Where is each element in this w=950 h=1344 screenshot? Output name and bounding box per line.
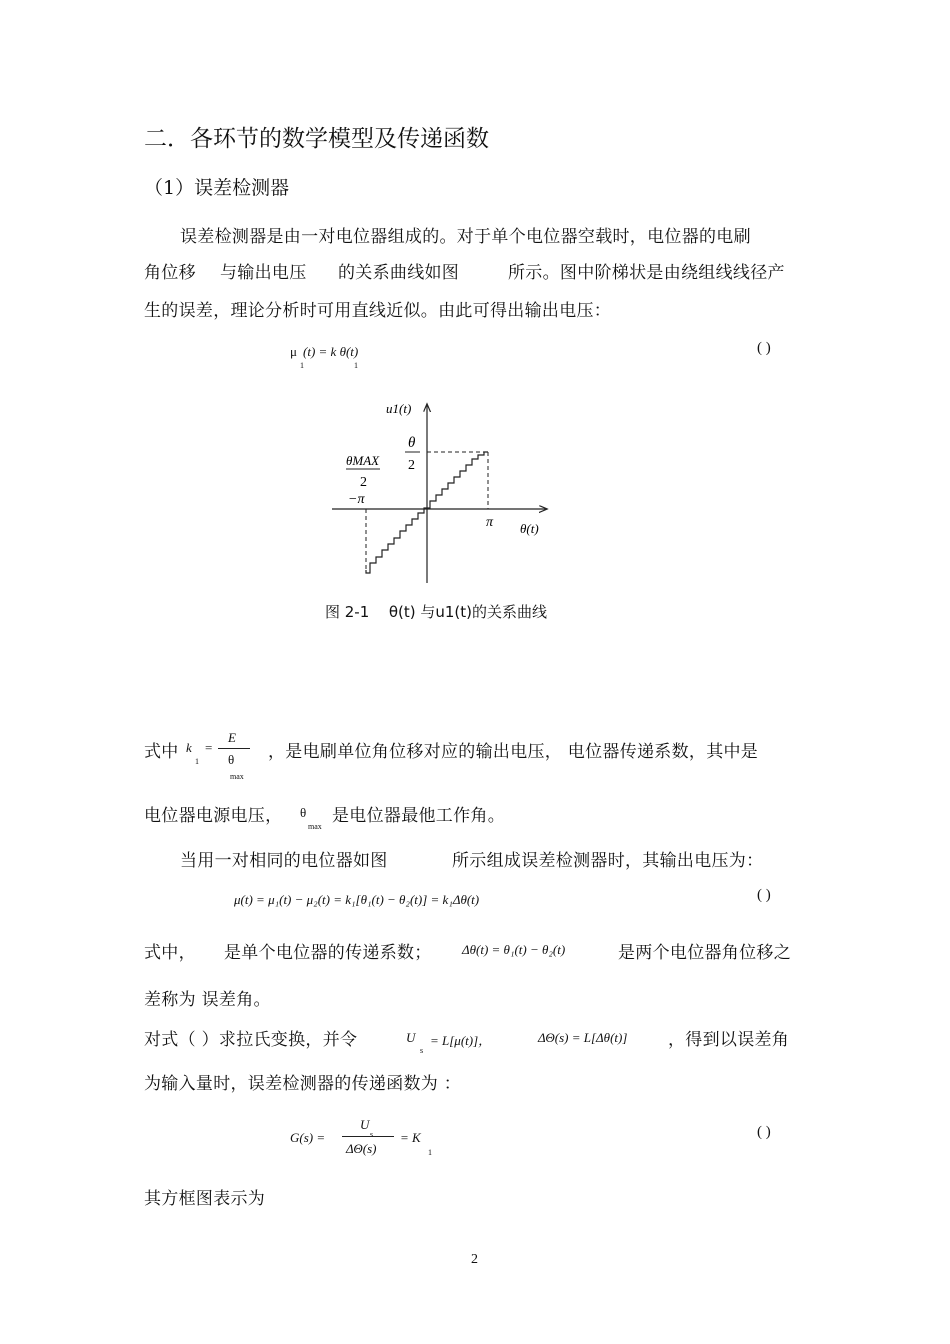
para4-line2: 差称为 误差角。 [144, 990, 271, 1010]
para1-line2-a: 角位移 [144, 263, 196, 283]
eq3-lhs: G(s) = [290, 1130, 326, 1145]
caption-prefix: 图 2-1 [325, 603, 370, 621]
eq2-number: ( ) [757, 887, 771, 903]
eq3-den: ΔΘ(s) [346, 1141, 377, 1156]
para1-line2-c: 的关系曲线如图 [338, 263, 460, 283]
eq1-sub1: 1 [300, 361, 304, 370]
eq-a: U [406, 1030, 416, 1045]
frac-num: E [228, 730, 236, 745]
para6: 其方框图表示为 [144, 1189, 266, 1209]
para4-line1-b: 是单个电位器的传递系数； [224, 943, 432, 963]
figure-2-1 [320, 395, 580, 595]
theta-max-sub: max [308, 822, 322, 831]
eq3-rhs-sub: 1 [428, 1148, 432, 1157]
para2-line2-a: 电位器电源电压， [144, 806, 283, 826]
top-label-num: θ [408, 435, 416, 451]
para4-line1-a: 式中， [144, 943, 196, 963]
para1-line2-b: 与输出电压 [220, 263, 307, 283]
k1: k [186, 740, 192, 755]
theta-max: θ [300, 805, 307, 820]
para4-inline-eq: Δθ(t) = θ₁(t) − θ₂(t) [462, 942, 566, 957]
para1-line1: 误差检测器是由一对电位器组成的。对于单个电位器空载时，电位器的电刷 [180, 227, 751, 247]
eq1-sub2: 1 [354, 361, 358, 370]
frac-den-sub: max [230, 772, 244, 781]
para2-line1-b: ，是电刷单位角位移对应的输出电压， 电位器传递系数，其中是 [268, 742, 759, 762]
subsection-title: （1）误差检测器 [144, 177, 290, 199]
para3-line1-b: 所示组成误差检测器时，其输出电压为： [452, 851, 764, 871]
para2-line1-a: 式中 [144, 742, 179, 762]
eq-a-sub: s [420, 1046, 424, 1055]
frac-den: θ [228, 752, 235, 767]
figure-caption [325, 601, 547, 622]
eq3-num: U [360, 1117, 370, 1132]
eq3-number: ( ) [757, 1124, 771, 1140]
eq-b: ΔΘ(s) = L[Δθ(t)] [538, 1030, 628, 1045]
para5-line1-a: 对式（ ）求拉氏变换，并令 [144, 1030, 358, 1050]
para5-line1-b: ，得到以误差角 [668, 1030, 790, 1050]
left-label-den: 2 [360, 475, 367, 490]
page-number: 2 [471, 1252, 478, 1267]
para1-line2-d: 所示。图中阶梯状是由绕组线线径产 [508, 263, 785, 283]
para5-line2: 为输入量时，误差检测器的传递函数为 ： [144, 1074, 462, 1094]
para2-line2-b: 是电位器最他工作角。 [332, 806, 505, 826]
eq-a-rest: = L[μ(t)]， [430, 1033, 492, 1048]
eq1-number: ( ) [757, 340, 771, 356]
eq1-mid: (t) = k θ(t) [303, 344, 359, 359]
para4-line1-c: 是两个电位器角位移之 [618, 943, 791, 963]
para3-line1-a: 当用一对相同的电位器如图 [180, 851, 388, 871]
section-title: 二．各环节的数学模型及传递函数 [144, 126, 489, 152]
eq3-frac-bar [342, 1136, 394, 1137]
equation-2: μ(t) = μ₁(t) − μ₂(t) = k₁[θ₁(t) − θ₂(t)] = k₁Δθ(t) [234, 892, 480, 907]
eq-sign: = [205, 740, 213, 755]
frac-bar [218, 748, 250, 749]
para1-line3: 生的误差，理论分析时可用直线近似。由此可得出输出电压： [144, 301, 612, 321]
neg-pi-label: −π [348, 492, 365, 507]
k1-sub: 1 [195, 757, 199, 766]
left-label-num: θMAX [346, 453, 380, 468]
pos-pi-label: π [486, 515, 494, 530]
x-axis-label: θ(t) [520, 521, 539, 536]
eq1-lhs: μ [290, 344, 297, 359]
top-label-den: 2 [408, 458, 415, 473]
caption-text: θ(t) 与u1(t)的关系曲线 [388, 603, 548, 621]
eq3-rhs: = K [400, 1130, 421, 1145]
y-axis-label: u1(t) [386, 401, 412, 416]
eq3-num-sub: s [370, 1130, 374, 1139]
